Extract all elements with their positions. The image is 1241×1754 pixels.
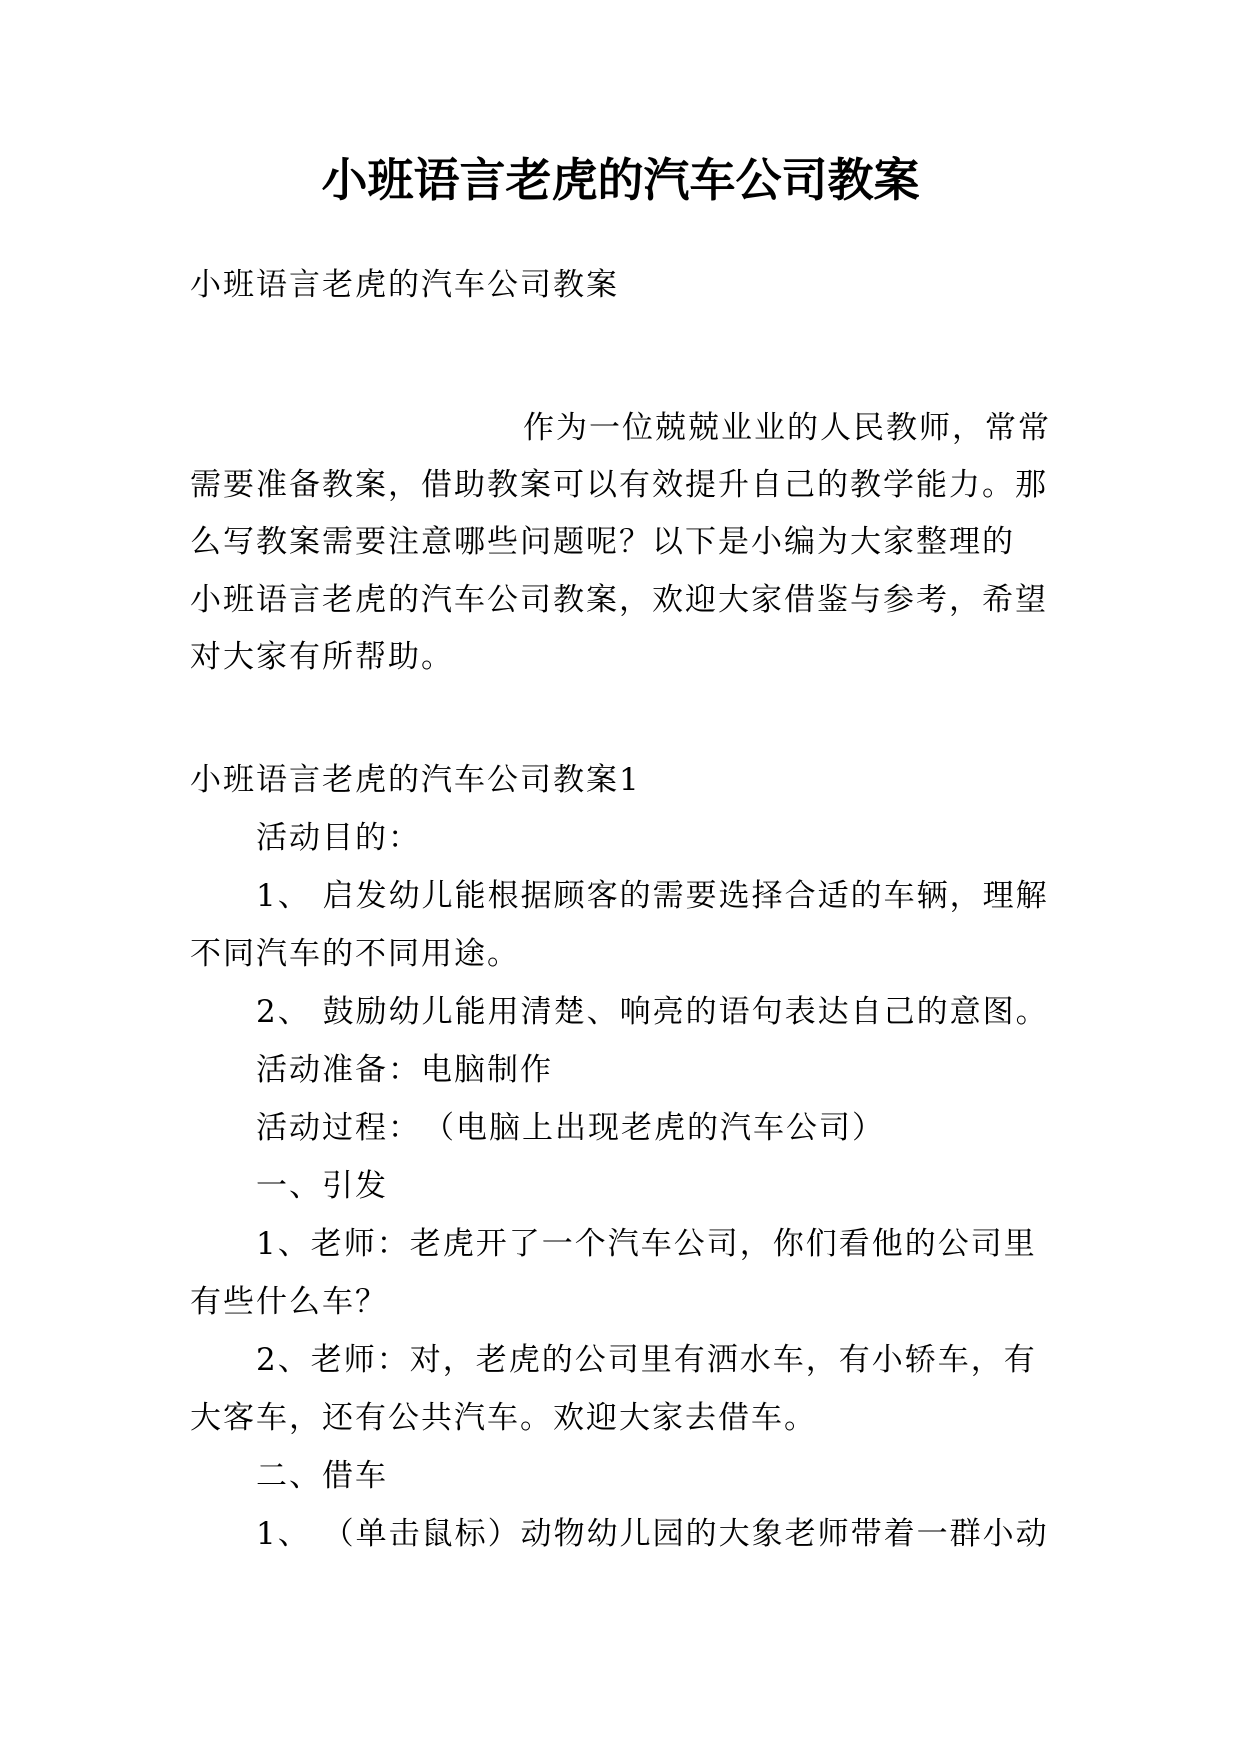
document-subtitle: 小班语言老虎的汽车公司教案 bbox=[190, 267, 619, 303]
body-line-13: 1、 （单击鼠标）动物幼儿园的大象老师带着一群小动 bbox=[256, 1516, 1049, 1552]
intro-line-3: 么写教案需要注意哪些问题呢？以下是小编为大家整理的 bbox=[190, 524, 1015, 560]
intro-line-5: 对大家有所帮助。 bbox=[190, 639, 454, 675]
body-line-11: 大客车，还有公共汽车。欢迎大家去借车。 bbox=[190, 1400, 817, 1436]
body-line-5: 活动准备：电脑制作 bbox=[256, 1052, 553, 1088]
section-heading: 小班语言老虎的汽车公司教案1 bbox=[190, 762, 641, 798]
body-line-10: 2、老师：对，老虎的公司里有洒水车，有小轿车，有 bbox=[256, 1342, 1037, 1378]
body-line-7: 一、引发 bbox=[256, 1168, 388, 1204]
intro-line-1: 作为一位兢兢业业的人民教师，常常 bbox=[523, 410, 1051, 446]
document-title: 小班语言老虎的汽车公司教案 bbox=[321, 153, 920, 207]
body-line-1: 活动目的： bbox=[256, 820, 421, 856]
body-line-3: 不同汽车的不同用途。 bbox=[190, 936, 520, 972]
body-line-8: 1、老师：老虎开了一个汽车公司，你们看他的公司里 bbox=[256, 1226, 1037, 1262]
body-line-12: 二、借车 bbox=[256, 1458, 388, 1494]
body-line-4: 2、 鼓励幼儿能用清楚、响亮的语句表达自己的意图。 bbox=[256, 994, 1049, 1030]
body-line-2: 1、 启发幼儿能根据顾客的需要选择合适的车辆，理解 bbox=[256, 878, 1049, 914]
intro-line-2: 需要准备教案，借助教案可以有效提升自己的教学能力。那 bbox=[190, 467, 1048, 503]
body-line-6: 活动过程： （电脑上出现老虎的汽车公司） bbox=[256, 1110, 885, 1146]
intro-line-4: 小班语言老虎的汽车公司教案，欢迎大家借鉴与参考，希望 bbox=[190, 582, 1048, 618]
body-line-9: 有些什么车？ bbox=[190, 1284, 388, 1320]
